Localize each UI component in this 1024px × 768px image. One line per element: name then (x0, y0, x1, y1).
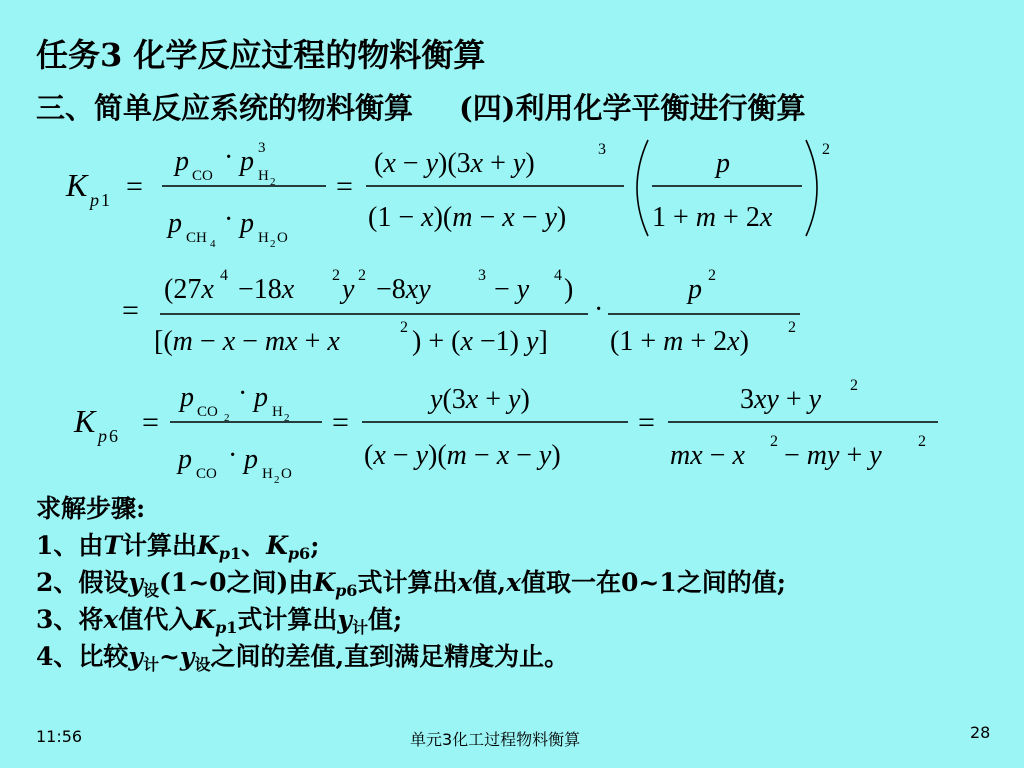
step-2: 2、假设$y_设(1\sim 0$之间)由$K_{p6}$式计算出x值,x值取一在0~1之间的值; (36, 568, 786, 600)
svg-text:·: · (224, 204, 234, 235)
svg-text:2: 2 (850, 377, 858, 394)
svg-text:2: 2 (270, 238, 276, 250)
svg-text:p: p (254, 382, 268, 413)
svg-text:(1 − x)(m − x − y): (1 − x)(m − x − y) (368, 202, 567, 233)
svg-text:H: H (262, 466, 273, 482)
formula-kp6 (73, 377, 938, 486)
svg-text:−8xy: −8xy (376, 274, 431, 305)
svg-text:K: K (66, 167, 88, 203)
svg-text:H: H (272, 404, 283, 420)
svg-text:·: · (238, 378, 248, 409)
svg-text:4: 4 (554, 267, 562, 284)
svg-text:− my + y: − my + y (784, 440, 882, 471)
svg-text:2: 2 (400, 319, 408, 336)
svg-text:mx − x: mx − x (670, 440, 745, 471)
svg-text:p: p (180, 382, 194, 413)
svg-text:) + (x −1) y]: ) + (x −1) y] (412, 326, 548, 357)
svg-text:2: 2 (770, 433, 778, 450)
svg-text:=: = (336, 170, 353, 203)
svg-text:p: p (98, 426, 107, 446)
svg-text:6: 6 (109, 426, 118, 446)
svg-text:p: p (688, 274, 702, 305)
svg-text:3xy + y: 3xy + y (740, 384, 822, 415)
solution-steps (36, 490, 786, 675)
slide-title: 任务3 化学反应过程的物料衡算 (36, 36, 486, 74)
svg-text:(x − y)(3x + y): (x − y)(3x + y) (374, 148, 535, 179)
svg-text:p: p (175, 146, 189, 177)
svg-text:2: 2 (708, 267, 716, 284)
svg-text:O: O (277, 230, 288, 246)
svg-text:=: = (142, 406, 159, 439)
svg-text:− y: − y (494, 274, 530, 305)
svg-text:p: p (178, 444, 192, 475)
svg-text:p: p (240, 208, 254, 239)
svg-text:(27x: (27x (164, 274, 214, 305)
svg-text:=: = (122, 294, 139, 327)
svg-text:O: O (281, 466, 292, 482)
svg-text:4: 4 (210, 238, 216, 250)
svg-text:2: 2 (918, 433, 926, 450)
footer-title: 单元3化工过程物料衡算 (410, 730, 581, 749)
steps-heading: 求解步骤: (36, 494, 146, 523)
svg-text:2: 2 (270, 176, 276, 188)
svg-text:3: 3 (478, 267, 486, 284)
formula-kp1-expanded (122, 267, 800, 357)
svg-text:(x − y)(m − x − y): (x − y)(m − x − y) (364, 440, 561, 471)
svg-text:3: 3 (258, 140, 266, 156)
svg-text:=: = (638, 406, 655, 439)
svg-text:(1 + m + 2x): (1 + m + 2x) (610, 326, 749, 357)
svg-text:−18x: −18x (238, 274, 295, 305)
svg-text:1 + m + 2x: 1 + m + 2x (652, 202, 773, 233)
svg-text:H: H (258, 168, 269, 184)
svg-text:[(m − x − mx + x: [(m − x − mx + x (154, 326, 340, 357)
svg-text:1: 1 (101, 190, 110, 210)
svg-text:K: K (74, 403, 96, 439)
svg-text:=: = (126, 170, 143, 203)
svg-text:2: 2 (284, 412, 290, 424)
svg-text:CO: CO (192, 168, 213, 184)
svg-text:2: 2 (224, 412, 230, 424)
svg-text:p: p (716, 148, 730, 179)
svg-text:p: p (90, 190, 99, 210)
svg-text:2: 2 (274, 474, 280, 486)
formula-kp1 (65, 140, 830, 250)
page-number: 28 (970, 723, 991, 742)
svg-text:2: 2 (332, 267, 340, 284)
subtitle-left: 三、简单反应系统的物料衡算 (36, 91, 414, 125)
step-3: 3、将x值代入$K_{p1}$式计算出$y_计$值; (36, 605, 403, 637)
svg-text:): ) (564, 274, 574, 305)
svg-text:p: p (168, 208, 182, 239)
svg-text:y(3x + y): y(3x + y) (430, 384, 530, 415)
svg-text:CO: CO (196, 466, 217, 482)
svg-text:2: 2 (358, 267, 366, 284)
svg-text:3: 3 (598, 141, 606, 158)
svg-text:H: H (258, 230, 269, 246)
subtitle-right: (四)利用化学平衡进行衡算 (459, 91, 806, 125)
svg-text:p: p (240, 146, 254, 177)
svg-text:·: · (594, 294, 604, 325)
footer-time: 11:56 (36, 727, 83, 746)
svg-text:CO: CO (197, 404, 218, 420)
svg-text:·: · (228, 440, 238, 471)
svg-text:=: = (332, 406, 349, 439)
svg-text:y: y (342, 274, 355, 305)
svg-text:CH: CH (186, 230, 207, 246)
svg-text:p: p (244, 444, 258, 475)
svg-text:·: · (224, 142, 234, 173)
svg-text:4: 4 (220, 267, 228, 284)
svg-text:2: 2 (822, 141, 830, 158)
step-4: 4、比较$y_计\sim y_设$之间的差值,直到满足精度为止。 (36, 642, 570, 674)
svg-text:2: 2 (788, 319, 796, 336)
step-1: 1、由T计算出$K_{p1}$、$K_{p6}$; (36, 531, 320, 563)
